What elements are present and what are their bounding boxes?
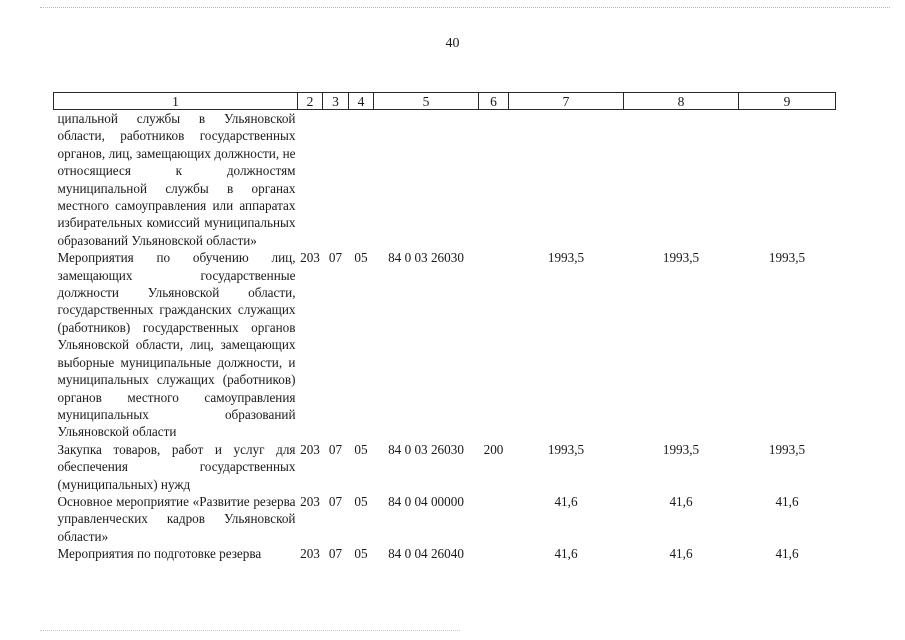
cell-amount-7: 1993,5 bbox=[547, 250, 585, 266]
cell-subsection: 05 bbox=[354, 546, 368, 562]
cell-subsection bbox=[349, 110, 374, 250]
scan-artifact-bottom bbox=[40, 630, 460, 631]
cell-section: 07 bbox=[328, 546, 343, 562]
cell-section: 07 bbox=[328, 441, 343, 457]
column-header-7: 7 bbox=[509, 93, 624, 110]
row-description: Мероприятия по обучению лиц, замещающих государственные должности Ульяновской области, государственных гражданских служащих (работников) государственных органов Ульяновской области, лиц, замещающих выборные муниципальные должности, и муниципальных служащих (работников) органов местного самоуправления муниципальных образований Ульяновской области bbox=[57, 250, 296, 440]
cell-ministry: 203 bbox=[300, 493, 320, 509]
row-description: Мероприятия по подготовке резерва bbox=[57, 546, 262, 562]
cell-expense-type bbox=[479, 249, 509, 440]
row-description: Закупка товаров, работ и услуг для обеспечения государственных (муниципальных) нужд bbox=[57, 441, 296, 492]
column-header-2: 2 bbox=[298, 93, 323, 110]
table-row bbox=[54, 441, 836, 493]
cell-section bbox=[323, 110, 349, 250]
cell-amount-9: 41,6 bbox=[775, 546, 799, 562]
table-header-row bbox=[54, 93, 836, 110]
column-header-4: 4 bbox=[349, 93, 374, 110]
cell-target-article: 84 0 03 26030 bbox=[388, 250, 464, 266]
column-header-8: 8 bbox=[624, 93, 739, 110]
table-row bbox=[54, 249, 836, 440]
cell-amount-9: 41,6 bbox=[775, 493, 799, 509]
cell-ministry: 203 bbox=[300, 546, 320, 562]
cell-amount-9: 1993,5 bbox=[768, 250, 806, 266]
cell-target-article bbox=[374, 110, 479, 250]
cell-ministry: 203 bbox=[300, 250, 320, 266]
cell-amount-8: 41,6 bbox=[669, 546, 693, 562]
cell-expense-type: 200 bbox=[483, 441, 504, 457]
budget-table bbox=[53, 92, 836, 563]
cell-amount-8: 1993,5 bbox=[662, 250, 700, 266]
cell-ministry bbox=[298, 110, 323, 250]
cell-amount-8: 1993,5 bbox=[662, 441, 700, 457]
column-header-3: 3 bbox=[323, 93, 349, 110]
cell-subsection: 05 bbox=[354, 493, 368, 509]
row-description: Основное мероприятие «Развитие резерва управленческих кадров Ульяновской области» bbox=[57, 493, 296, 544]
cell-target-article: 84 0 04 26040 bbox=[388, 546, 464, 562]
cell-expense-type bbox=[479, 110, 509, 250]
table-row bbox=[54, 545, 836, 562]
cell-subsection: 05 bbox=[354, 250, 368, 266]
cell-amount-9 bbox=[739, 110, 836, 250]
column-header-1: 1 bbox=[54, 93, 298, 110]
column-header-6: 6 bbox=[479, 93, 509, 110]
column-header-5: 5 bbox=[374, 93, 479, 110]
cell-amount-7: 1993,5 bbox=[547, 441, 585, 457]
cell-expense-type bbox=[479, 493, 509, 545]
cell-section: 07 bbox=[328, 493, 343, 509]
cell-section: 07 bbox=[328, 250, 343, 266]
scan-artifact-top bbox=[40, 7, 890, 8]
cell-amount-8: 41,6 bbox=[669, 493, 693, 509]
table-row bbox=[54, 110, 836, 250]
table-row bbox=[54, 493, 836, 545]
cell-target-article: 84 0 03 26030 bbox=[388, 441, 464, 457]
cell-amount-8 bbox=[624, 110, 739, 250]
cell-expense-type bbox=[479, 545, 509, 562]
cell-amount-7: 41,6 bbox=[554, 493, 578, 509]
cell-amount-9: 1993,5 bbox=[768, 441, 806, 457]
cell-amount-7: 41,6 bbox=[554, 546, 578, 562]
cell-target-article: 84 0 04 00000 bbox=[388, 493, 464, 509]
page-number: 40 bbox=[445, 36, 460, 51]
cell-subsection: 05 bbox=[354, 441, 368, 457]
column-header-9: 9 bbox=[739, 93, 836, 110]
cell-amount-7 bbox=[509, 110, 624, 250]
row-description: ципальной службы в Ульяновской области, работников государственных органов, лиц, замещающих должности, не относящиеся к должностям муниципальной службы в органах местного самоуправления или аппаратах избирательных комиссий муниципальных образований Ульяновской области» bbox=[57, 111, 296, 248]
cell-ministry: 203 bbox=[300, 441, 320, 457]
